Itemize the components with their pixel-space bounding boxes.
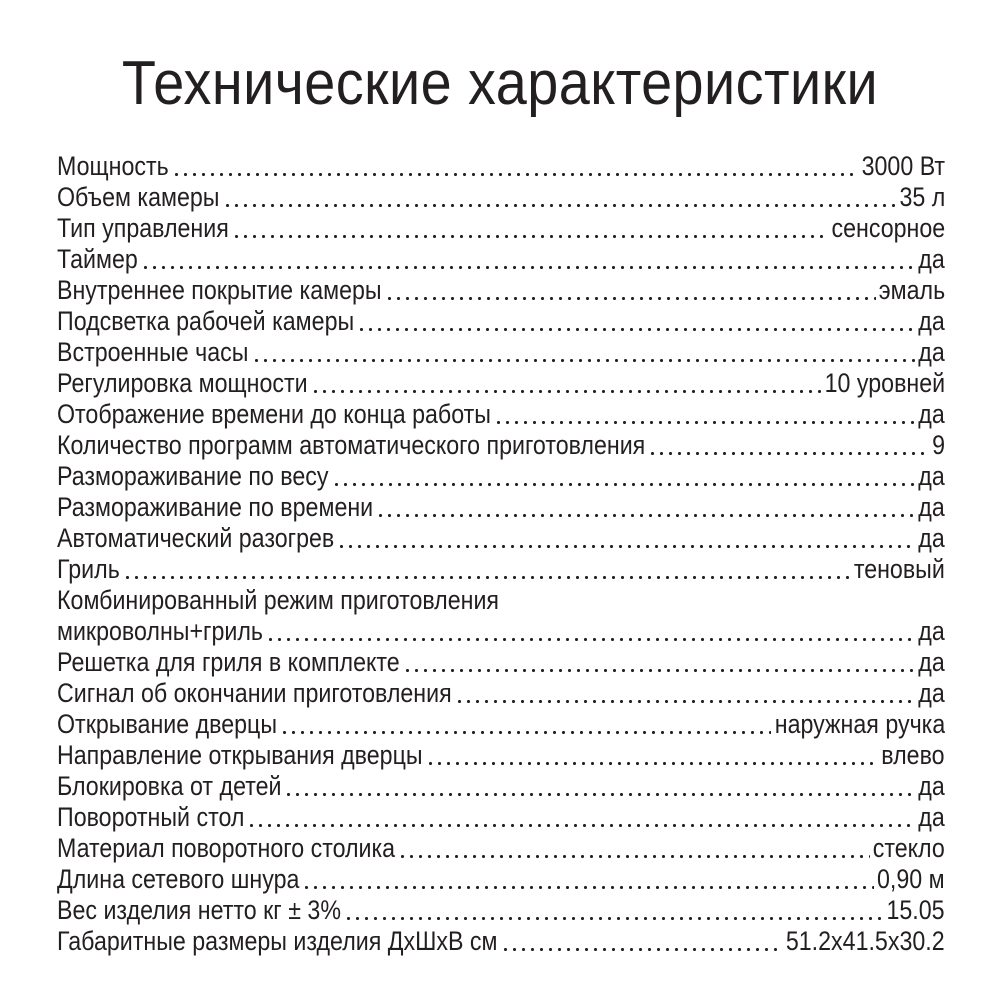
dot-leader [247, 823, 915, 828]
spec-label: Количество программ автоматического приготовления [57, 430, 646, 460]
spec-value: да [918, 337, 945, 367]
spec-value: стекло [872, 833, 945, 863]
spec-row [57, 585, 945, 616]
spec-value: да [918, 616, 945, 646]
spec-label: Мощность [57, 151, 169, 181]
spec-row [57, 275, 945, 306]
dot-leader [280, 730, 771, 735]
dot-leader [357, 327, 915, 332]
dot-leader [648, 451, 929, 456]
spec-row [57, 368, 945, 399]
dot-leader [311, 389, 822, 394]
spec-label: Автоматический разогрев [57, 523, 335, 553]
spec-value: 51.2х41.5х30.2 [786, 926, 945, 956]
spec-value: да [918, 244, 945, 274]
spec-row [57, 306, 945, 337]
spec-value: 9 [932, 430, 945, 460]
spec-value: 15.05 [886, 895, 945, 925]
dot-leader [223, 203, 897, 208]
dot-leader [252, 358, 916, 363]
dot-leader [494, 420, 916, 425]
spec-value: наружная ручка [774, 709, 945, 739]
spec-row [57, 802, 945, 833]
spec-label: Поворотный стол [57, 802, 245, 832]
dot-leader [123, 575, 851, 580]
spec-value: да [918, 802, 945, 832]
spec-label: Направление открывания дверцы [57, 740, 423, 770]
spec-label: Материал поворотного столика [57, 833, 396, 863]
spec-value: да [918, 771, 945, 801]
spec-label: Объем камеры [57, 182, 220, 212]
spec-label: Гриль [57, 554, 120, 584]
dot-leader [332, 482, 916, 487]
spec-row [57, 926, 945, 957]
spec-row [57, 678, 945, 709]
page-title: Технические характеристики [121, 49, 879, 118]
spec-label: Внутреннее покрытие камеры [57, 275, 382, 305]
spec-value: да [918, 399, 945, 429]
spec-label: Размораживание по весу [57, 461, 329, 491]
dot-leader [398, 854, 870, 859]
spec-row [57, 492, 945, 523]
spec-row [57, 523, 945, 554]
dot-leader [376, 513, 915, 518]
dot-leader [385, 296, 876, 301]
spec-value: да [918, 461, 945, 491]
specs-list [57, 151, 945, 957]
spec-label: Размораживание по времени [57, 492, 374, 522]
dot-leader [455, 699, 916, 704]
spec-row [57, 182, 945, 213]
spec-label: микроволны+гриль [57, 616, 264, 646]
dot-leader [266, 637, 915, 642]
dot-leader [403, 668, 916, 673]
spec-row [57, 244, 945, 275]
dot-leader [284, 792, 915, 797]
spec-row [57, 771, 945, 802]
spec-row [57, 740, 945, 771]
spec-row [57, 709, 945, 740]
spec-label: Подсветка рабочей камеры [57, 306, 355, 336]
spec-value: 35 л [899, 182, 945, 212]
spec-label: Комбинированный режим приготовления [57, 585, 500, 615]
spec-label: Встроенные часы [57, 337, 249, 367]
spec-row [57, 399, 945, 430]
spec-row [57, 833, 945, 864]
spec-value: 3000 Вт [861, 151, 945, 181]
spec-row [57, 461, 945, 492]
spec-label: Открывание дверцы [57, 709, 278, 739]
spec-label: Сигнал об окончании приготовления [57, 678, 452, 708]
spec-value: да [918, 678, 945, 708]
dot-leader [172, 172, 859, 177]
dot-leader [232, 234, 828, 239]
dot-leader [501, 947, 784, 952]
spec-value: 0,90 м [877, 864, 945, 894]
spec-label: Таймер [57, 244, 138, 274]
dot-leader [302, 885, 874, 890]
spec-label: Тип управления [57, 213, 229, 243]
spec-value: да [918, 492, 945, 522]
spec-row [57, 554, 945, 585]
spec-row [57, 895, 945, 926]
spec-value: 10 уровней [824, 368, 945, 398]
spec-value: сенсорное [831, 213, 945, 243]
spec-label: Блокировка от детей [57, 771, 282, 801]
spec-row [57, 337, 945, 368]
spec-row [57, 647, 945, 678]
dot-leader [141, 265, 916, 270]
spec-label: Габаритные размеры изделия ДхШхВ см [57, 926, 498, 956]
spec-label: Длина сетевого шнура [57, 864, 300, 894]
spec-row [57, 151, 945, 182]
spec-value: эмаль [878, 275, 945, 305]
spec-value: влево [881, 740, 945, 770]
spec-row [57, 213, 945, 244]
spec-value: да [918, 523, 945, 553]
spec-row [57, 616, 945, 647]
spec-value: да [918, 647, 945, 677]
spec-row [57, 430, 945, 461]
spec-label: Вес изделия нетто кг ± 3% [57, 895, 341, 925]
dot-leader [426, 761, 879, 766]
dot-leader [337, 544, 915, 549]
spec-value: да [918, 306, 945, 336]
spec-label: Отображение времени до конца работы [57, 399, 491, 429]
spec-label: Решетка для гриля в комплекте [57, 647, 400, 677]
spec-label: Регулировка мощности [57, 368, 308, 398]
spec-row [57, 864, 945, 895]
dot-leader [344, 916, 884, 921]
spec-value: теновый [853, 554, 945, 584]
